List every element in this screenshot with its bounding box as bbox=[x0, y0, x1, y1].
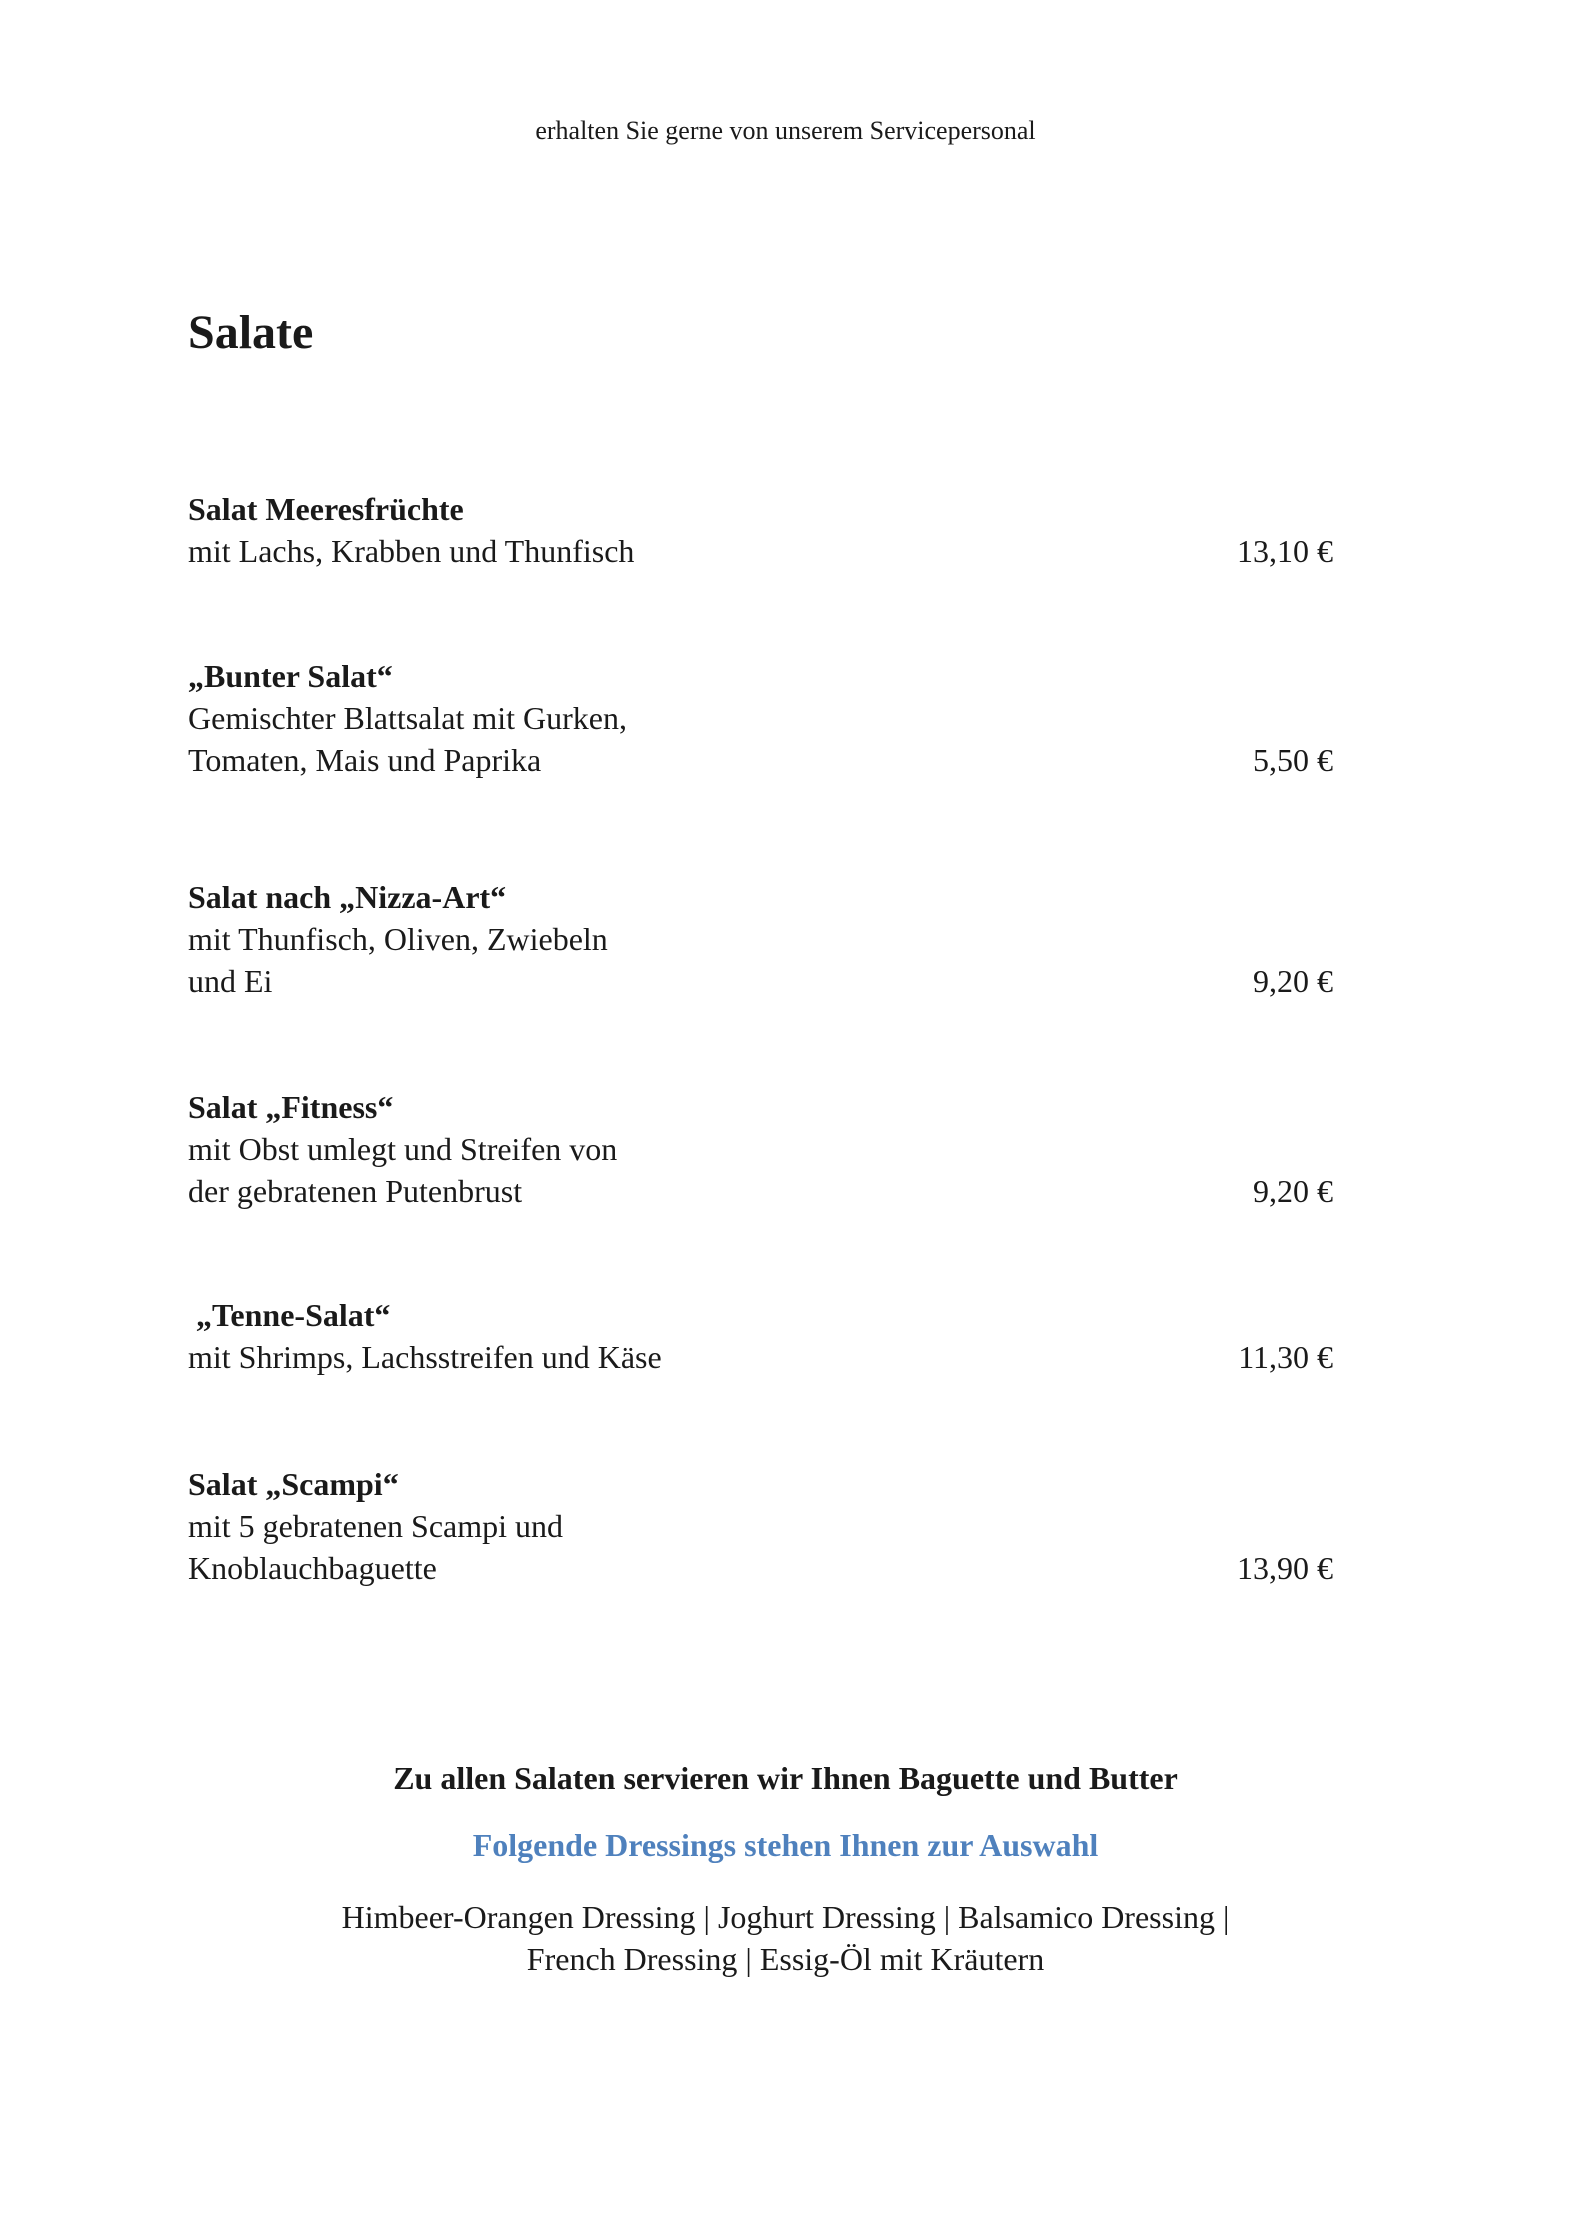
item-name: Salat „Fitness“ bbox=[188, 1089, 394, 1125]
item-name: Salat „Scampi“ bbox=[188, 1466, 399, 1502]
item-name: Salat nach „Nizza-Art“ bbox=[188, 879, 507, 915]
dressing-line: French Dressing | Essig-Öl mit Kräutern bbox=[526, 1941, 1045, 1977]
dressing-heading: Folgende Dressings stehen Ihnen zur Auswahl bbox=[472, 1827, 1099, 1863]
item-description: mit Obst umlegt und Streifen von der gebratenen Putenbrust bbox=[188, 1131, 618, 1209]
item-price: 11,30 € bbox=[1238, 1339, 1333, 1375]
section-title: Salate bbox=[188, 306, 314, 359]
item-description: Gemischter Blattsalat mit Gurken, Tomaten, Mais und Paprika bbox=[188, 700, 627, 778]
menu-item bbox=[188, 1086, 1333, 1212]
item-price: 9,20 € bbox=[1253, 963, 1333, 999]
menu-item bbox=[188, 876, 1333, 1002]
item-name: Salat Meeresfrüchte bbox=[188, 491, 464, 527]
item-description: mit Thunfisch, Oliven, Zwiebeln und Ei bbox=[188, 921, 608, 999]
item-description: mit 5 gebratenen Scampi und Knoblauchbaguette bbox=[188, 1508, 564, 1586]
dressing-line: Himbeer-Orangen Dressing | Joghurt Dressing | Balsamico Dressing | bbox=[341, 1899, 1230, 1935]
menu-item bbox=[188, 655, 1333, 781]
item-price: 13,90 € bbox=[1237, 1550, 1333, 1586]
item-price: 13,10 € bbox=[1237, 533, 1333, 569]
item-price: 5,50 € bbox=[1253, 742, 1333, 778]
item-price: 9,20 € bbox=[1253, 1173, 1333, 1209]
dressing-list bbox=[0, 1896, 1571, 1980]
item-name: „Tenne-Salat“ bbox=[188, 1297, 391, 1333]
bread-note: Zu allen Salaten servieren wir Ihnen Baguette und Butter bbox=[393, 1760, 1178, 1796]
menu-item bbox=[188, 488, 1333, 572]
menu-item bbox=[188, 1294, 1333, 1378]
item-description: mit Shrimps, Lachsstreifen und Käse bbox=[188, 1339, 662, 1375]
header-note: erhalten Sie gerne von unserem Servicepersonal bbox=[535, 116, 1036, 145]
item-description: mit Lachs, Krabben und Thunfisch bbox=[188, 533, 635, 569]
menu-item bbox=[188, 1463, 1333, 1589]
item-name: „Bunter Salat“ bbox=[188, 658, 393, 694]
